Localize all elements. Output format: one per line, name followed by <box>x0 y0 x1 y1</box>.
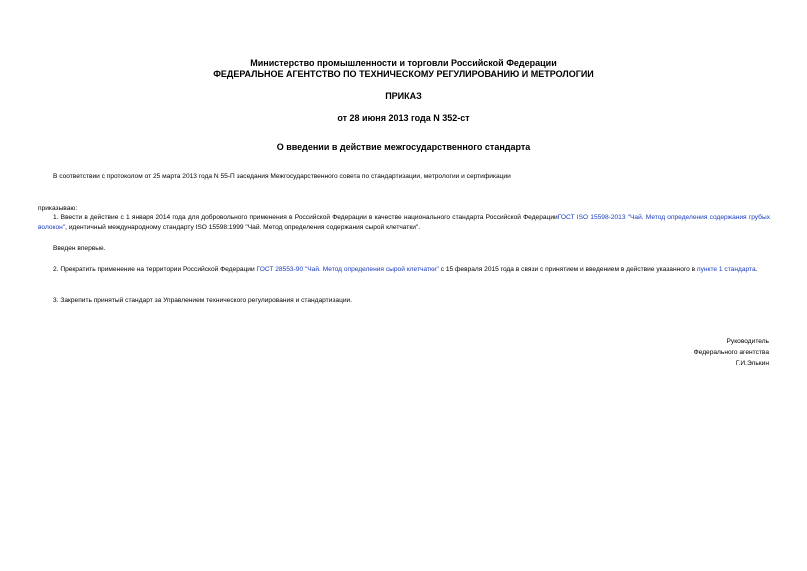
signature-name: Г.И.Элькин <box>735 360 769 367</box>
signature-organization: Федерального агентства <box>693 349 769 356</box>
item-1-standard-link[interactable]: пункте 1 стандарта <box>697 266 756 273</box>
item-1 <box>38 213 770 233</box>
item-2 <box>38 265 770 275</box>
document-type: ПРИКАЗ <box>385 91 422 101</box>
agency-name: ФЕДЕРАЛЬНОЕ АГЕНТСТВО ПО ТЕХНИЧЕСКОМУ РЕГУЛИРОВАНИЮ И МЕТРОЛОГИИ <box>213 69 594 79</box>
item-2-text: 2. Прекратить применение на территории Российской Федерации <box>53 266 257 273</box>
preamble: В соответствии с протоколом от 25 марта 2013 года N 55-П заседания Межгосударственного совета по стандартизации, метрологии и сертификации <box>53 173 511 180</box>
document-title: О введении в действие межгосударственного стандарта <box>276 142 531 152</box>
gost-28553-link[interactable]: ГОСТ 28553-90 "Чай. Метод определения сырой клетчатки" <box>256 266 439 273</box>
signature-position: Руководитель <box>726 338 769 345</box>
item-2-text-mid: с 15 февраля 2015 года в связи с принятием и введением в действие указанного в <box>438 266 698 273</box>
order-word: приказываю: <box>38 205 78 212</box>
item-1-text-end: , идентичный международному стандарту ISO 15598:1999 "Чай. Метод определения содержания сырой клетчатки". <box>65 224 421 231</box>
item-2-text-end: . <box>755 266 758 273</box>
item-3: 3. Закрепить принятый стандарт за Управлением технического регулирования и стандартизации. <box>53 297 353 304</box>
item-1-text: 1. Ввести в действие с 1 января 2014 года для добровольного применения в Российской Федерации в качестве национального стандарта Российской Федерации <box>53 214 558 221</box>
introduced-first-note: Введен впервые. <box>53 245 106 252</box>
ministry-name: Министерство промышленности и торговли Российской Федерации <box>250 58 557 68</box>
document-date-number: от 28 июня 2013 года N 352-ст <box>337 113 470 123</box>
gost-iso-15598-link[interactable]: ГОСТ ISO 15598-2013 "Чай. Метод определения содержания грубых волокон" <box>38 214 770 231</box>
